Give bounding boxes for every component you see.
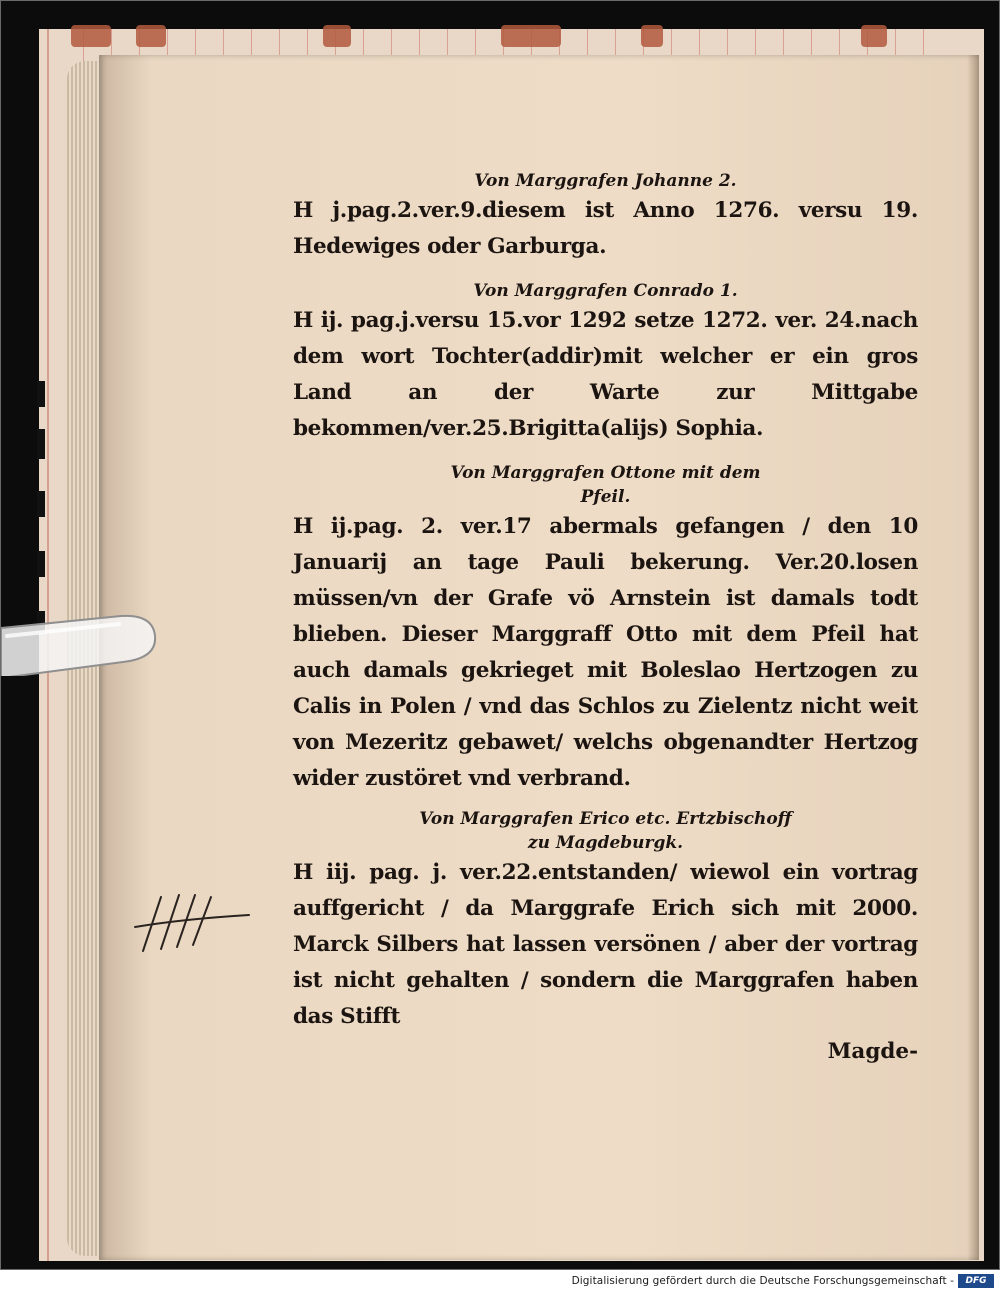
section-body: H iij. pag. j. ver.22.entstanden/ wiewol ein vortrag auffgericht / da Marggrafe Erich sich mit 2000. Marck Silbers hat lassen versönen / aber der vortrag ist nicht gehalten / sondern die Marggrafen haben das Stifft: [293, 860, 918, 1029]
catchword: Magde-: [827, 1039, 918, 1064]
section-body: H j.pag.2.ver.9.diesem ist Anno 1276. versu 19. Hedewiges oder Garburga.: [293, 198, 918, 259]
section-heading-cont: zu Magdeburgk.: [527, 833, 684, 853]
footer-bar: [0, 1272, 1000, 1291]
section-heading: Von Marggrafen Erico etc. Ertzbischoff: [419, 809, 792, 829]
section-heading: Von Marggrafen Johanne 2.: [474, 171, 737, 191]
page-text: [293, 169, 918, 1069]
section-heading: Von Marggrafen Conrado 1.: [473, 281, 738, 301]
dfg-logo[interactable]: DFG: [958, 1274, 994, 1288]
rubric-marks: [61, 25, 961, 51]
section-heading: Von Marggrafen Ottone mit dem: [450, 463, 761, 483]
page-shadow: [967, 55, 979, 1260]
section-body: H ij.pag. 2. ver.17 abermals gefangen / den 10 Januarij an tage Pauli bekerung. Ver.20.losen müssen/vn der Grafe vö Arnstein ist damals todt blieben. Dieser Marggraff Otto mit dem Pfeil hat auch damals gekrieget mit Boleslao Hertzogen zu Calis in Polen / vnd das Schlos zu Zielentz nicht weit von Mezeritz gebawet/ welchs obgenandter Hertzog wider zustöret vnd verbrand.: [293, 514, 918, 791]
section-heading-cont: Pfeil.: [580, 487, 631, 507]
tally-mark-icon: [133, 889, 253, 959]
section-body: H ij. pag.j.versu 15.vor 1292 setze 1272. ver. 24.nach dem wort Tochter(addir)mit welcher er ein gros Land an der Warte zur Mittgabe bekommen/ver.25.Brigitta(alijs) Sophia.: [293, 308, 918, 441]
edge-marks: [37, 381, 45, 641]
magnifier-glass-icon: [1, 606, 159, 676]
footer-credit: Digitalisierung gefördert durch die Deutsche Forschungsgemeinschaft -: [571, 1275, 954, 1287]
